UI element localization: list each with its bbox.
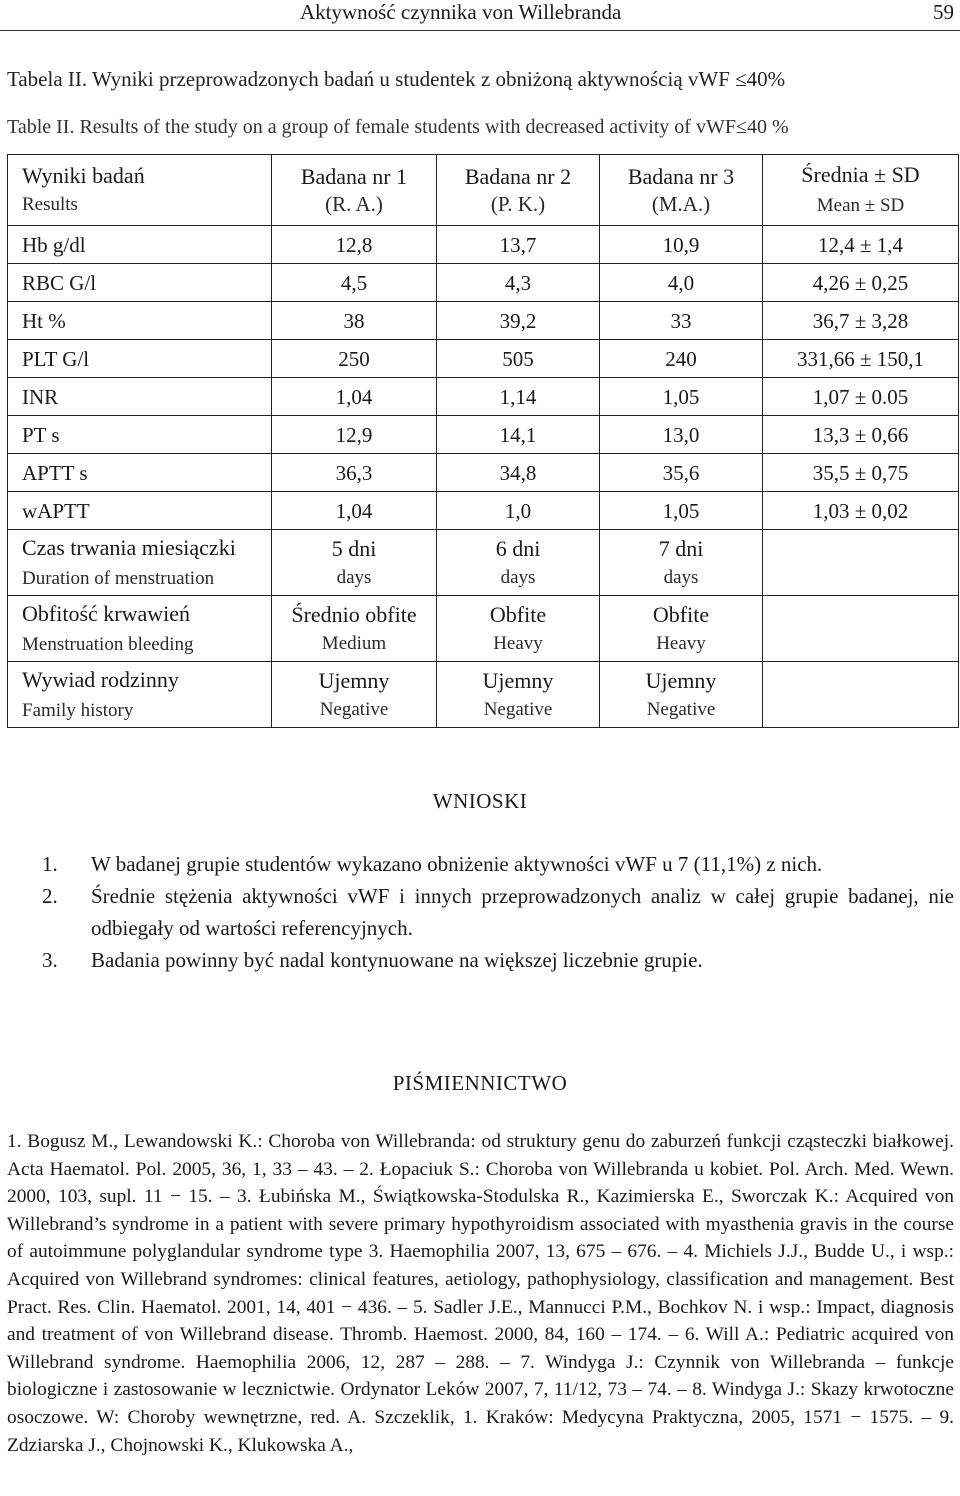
row-label: RBC G/l [8, 264, 272, 302]
table-row [8, 378, 959, 416]
header-rule [0, 30, 960, 31]
cell-mean: 4,26 ± 0,25 [763, 264, 959, 302]
page-number: 59 [933, 0, 954, 24]
cell-value: 35,6 [600, 454, 763, 492]
cell-value: 1,04 [272, 492, 437, 530]
cell-value: 13,0 [600, 416, 763, 454]
conclusions-list [0, 848, 960, 976]
table-row [8, 416, 959, 454]
cell-english: days [663, 566, 699, 588]
references-heading: PIŚMIENNICTWO [392, 1071, 568, 1095]
cell-value: 10,9 [600, 226, 763, 264]
cell-polish: Ujemny [482, 667, 554, 693]
references-body: 1. Bogusz M., Lewandowski K.: Choroba von Willebranda: od struktury genu do zaburzeń funkcji cząsteczki białkowej. Acta Haematol. Pol. 2005, 36, 1, 33 – 43. – 2. Łopaciuk S.: Choroba von Willebranda u kobiet. Pol. Arch. Med. Wewn. 2000, 103, supl. 11 − 15. – 3. Łubińska M., Świątkowska-Stodulska R., Kazimierska E., Sworczak K.: Acquired von Willebrand’s syndrome in a patient with severe primary hypothyroidism associated with myasthenia gravis in the course of autoimmune polyglandular syndrome type 3. Haemophilia 2007, 13, 675 – 676. – 4. Michiels J.J., Budde U., i wsp.: Acquired von Willebrand syndromes: clinical features, aetiology, pathophysiology, classification and management. Best Pract. Res. Clin. Haematol. 2001, 14, 401 − 436. – 5. Sadler J.E., Mannucci P.M., Bochkov N. i wsp.: Impact, diagnosis and treatment of von Willebrand disease. Thromb. Haemost. 2000, 84, 160 – 174. – 6. Will A.: Pediatric acquired von Willebrand syndrome. Haemophilia 2006, 12, 287 – 288. – 7. Windyga J.: Czynnik von Willebranda – funkcje biologiczne i zastosowanie w lecznictwie. Ordynator Leków 2007, 7, 11/12, 73 – 74. – 8. Windyga J.: Skazy krwotoczne osoczowe. W: Choroby wewnętrzne, red. A. Szczeklik, 1. Kraków: Medycyna Praktyczna, 2005, 1571 − 1575. – 9. Zdziarska J., Chojnowski K., Klukowska A., [7, 1131, 954, 1456]
cell-value-bilingual [272, 596, 437, 662]
cell-polish: Obfite [489, 601, 547, 627]
row-label-english: Duration of menstruation [22, 567, 215, 589]
cell-value-bilingual [437, 596, 600, 662]
conclusion-item [0, 944, 960, 976]
cell-english: days [336, 566, 372, 588]
row-label-english: Menstruation bleeding [22, 633, 194, 655]
row-label: PT s [8, 416, 272, 454]
cell-value: 14,1 [437, 416, 600, 454]
table-row [8, 264, 959, 302]
row-label-bilingual [8, 530, 272, 596]
table-header-row [8, 155, 959, 226]
cell-english: Negative [483, 698, 553, 720]
table-row-bilingual [8, 530, 959, 596]
row-label: Hb g/dl [8, 226, 272, 264]
cell-empty [763, 662, 959, 728]
row-label-polish: Wywiad rodzinny [22, 666, 179, 692]
cell-polish: Obfite [652, 601, 710, 627]
cell-value: 1,0 [437, 492, 600, 530]
cell-value: 12,9 [272, 416, 437, 454]
cell-english: Negative [646, 698, 716, 720]
cell-value: 33 [600, 302, 763, 340]
cell-english: Negative [319, 698, 389, 720]
conclusion-text: W badanej grupie studentów wykazano obniżenie aktywności vWF u 7 (11,1%) z nich. [91, 852, 823, 876]
conclusion-item [0, 880, 960, 944]
header-cell-results [8, 155, 272, 226]
cell-value-bilingual [600, 530, 763, 596]
header-subject-2-title: Badana nr 2 [464, 164, 572, 189]
results-table [7, 154, 959, 728]
cell-value: 12,8 [272, 226, 437, 264]
table-row [8, 492, 959, 530]
cell-value-bilingual [600, 662, 763, 728]
cell-value-bilingual [437, 662, 600, 728]
cell-polish: Ujemny [318, 667, 390, 693]
conclusion-number: 1. [42, 852, 58, 876]
cell-polish: 6 dni [495, 535, 541, 561]
cell-mean: 36,7 ± 3,28 [763, 302, 959, 340]
table-row-bilingual [8, 662, 959, 728]
cell-value: 250 [272, 340, 437, 378]
conclusion-number: 2. [42, 884, 58, 908]
row-label: wAPTT [8, 492, 272, 530]
conclusions-heading: WNIOSKI [432, 789, 528, 813]
cell-value: 38 [272, 302, 437, 340]
cell-polish: Ujemny [645, 667, 717, 693]
cell-mean: 12,4 ± 1,4 [763, 226, 959, 264]
cell-mean: 1,07 ± 0.05 [763, 378, 959, 416]
cell-english: days [500, 566, 536, 588]
row-label-bilingual [8, 596, 272, 662]
conclusion-text: Średnie stężenia aktywności vWF i innych przeprowadzonych analiz w całej grupie badanej, nie odbiegały od wartości referencyjnych. [91, 884, 954, 940]
header-subject-1-initials: (R. A.) [325, 192, 383, 216]
header-subject-1-title: Badana nr 1 [300, 164, 408, 189]
page-header [0, 0, 960, 32]
header-mean-polish: Średnia ± SD [801, 162, 920, 187]
row-label: APTT s [8, 454, 272, 492]
table-row-bilingual [8, 596, 959, 662]
header-cell-subject-2 [437, 155, 600, 226]
cell-value: 34,8 [437, 454, 600, 492]
cell-value: 36,3 [272, 454, 437, 492]
cell-value: 240 [600, 340, 763, 378]
table-row [8, 454, 959, 492]
running-title: Aktywność czynnika von Willebranda [300, 0, 622, 24]
cell-value: 39,2 [437, 302, 600, 340]
header-label-polish: Wyniki badań [22, 163, 145, 188]
cell-value-bilingual [272, 530, 437, 596]
conclusion-text: Badania powinny być nadal kontynuowane na większej liczebnie grupie. [91, 948, 703, 972]
header-cell-subject-3 [600, 155, 763, 226]
table-caption-english: Table II. Results of the study on a group of female students with decreased activity of vWF≤40 % [7, 116, 789, 138]
cell-value-bilingual [272, 662, 437, 728]
cell-mean: 13,3 ± 0,66 [763, 416, 959, 454]
cell-value-bilingual [437, 530, 600, 596]
cell-value: 13,7 [437, 226, 600, 264]
cell-english: Heavy [656, 632, 706, 654]
cell-polish: 5 dni [331, 535, 377, 561]
cell-empty [763, 596, 959, 662]
cell-value-bilingual [600, 596, 763, 662]
cell-value: 4,5 [272, 264, 437, 302]
cell-polish: 7 dni [658, 535, 704, 561]
table-row [8, 226, 959, 264]
row-label: Ht % [8, 302, 272, 340]
header-label-english: Results [22, 194, 78, 215]
row-label-english: Family history [22, 699, 134, 721]
header-subject-3-initials: (M.A.) [651, 192, 711, 216]
cell-mean: 35,5 ± 0,75 [763, 454, 959, 492]
cell-value: 1,14 [437, 378, 600, 416]
cell-value: 1,05 [600, 492, 763, 530]
cell-mean: 1,03 ± 0,02 [763, 492, 959, 530]
cell-english: Medium [321, 632, 387, 654]
row-label-polish: Czas trwania miesiączki [22, 534, 236, 560]
header-mean-english: Mean ± SD [816, 195, 905, 216]
header-subject-3-title: Badana nr 3 [627, 164, 735, 189]
cell-value: 4,0 [600, 264, 763, 302]
table-caption-polish: Tabela II. Wyniki przeprowadzonych badań u studentek z obniżoną aktywnością vWF ≤40% [7, 67, 786, 91]
row-label: PLT G/l [8, 340, 272, 378]
cell-english: Heavy [493, 632, 543, 654]
table-row [8, 302, 959, 340]
cell-value: 1,05 [600, 378, 763, 416]
header-cell-mean [763, 155, 959, 226]
cell-value: 4,3 [437, 264, 600, 302]
row-label-bilingual [8, 662, 272, 728]
cell-mean: 331,66 ± 150,1 [763, 340, 959, 378]
conclusion-number: 3. [42, 948, 58, 972]
conclusion-item [0, 848, 960, 880]
header-subject-2-initials: (P. K.) [490, 192, 546, 216]
row-label-polish: Obfitość krwawień [22, 600, 191, 626]
table-row [8, 340, 959, 378]
cell-empty [763, 530, 959, 596]
cell-value: 505 [437, 340, 600, 378]
row-label: INR [8, 378, 272, 416]
cell-polish: Średnio obfite [291, 601, 417, 627]
header-cell-subject-1 [272, 155, 437, 226]
cell-value: 1,04 [272, 378, 437, 416]
